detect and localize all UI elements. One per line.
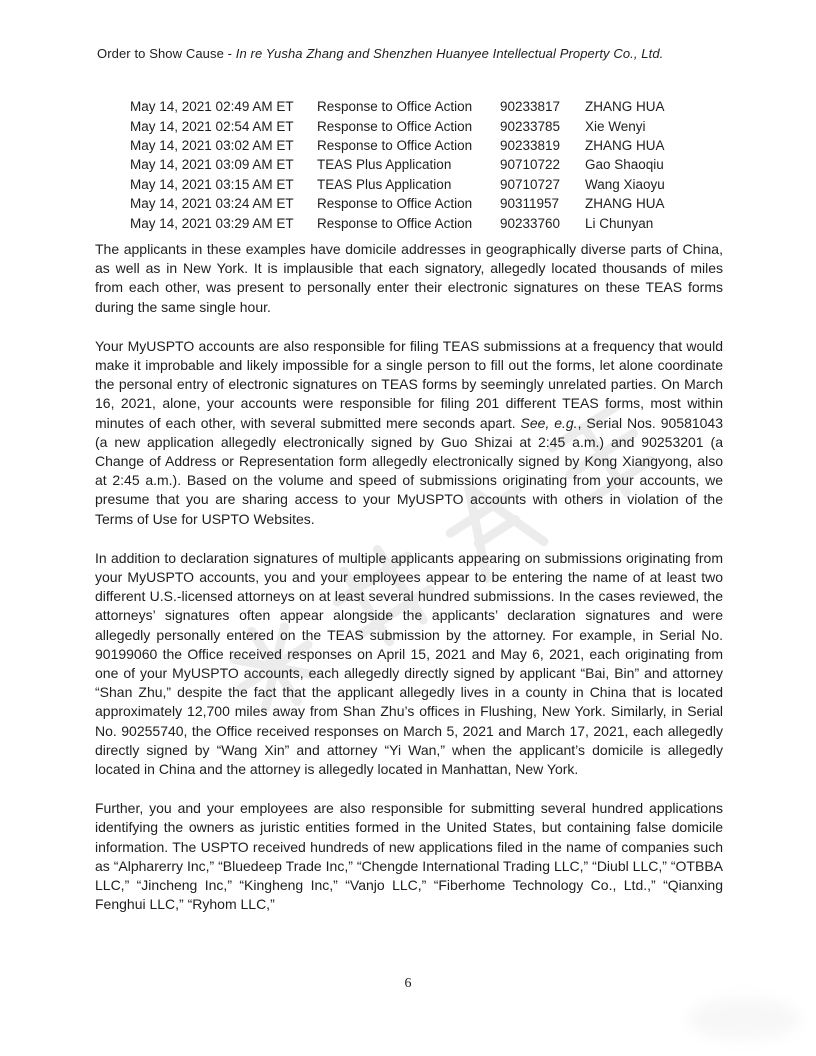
page-number: 6 <box>404 976 412 991</box>
header-caption <box>97 46 663 61</box>
filing-activity-table <box>130 97 730 233</box>
cell-serial-number: 90233785 <box>500 118 561 134</box>
paragraph-domicile-addresses: The applicants in these examples have domicile addresses in geographically diverse parts of China, as well as in New York. It is implausible that each signatory, allegedly located thousands of miles from each other, was present to personally enter their electronic signatures on these TEAS forms during the same single hour. <box>95 241 723 315</box>
table-row <box>130 136 730 155</box>
cell-datetime: May 14, 2021 02:54 AM ET <box>130 118 294 134</box>
cell-datetime: May 14, 2021 03:02 AM ET <box>130 137 294 153</box>
cell-datetime: May 14, 2021 03:29 AM ET <box>130 215 294 231</box>
cell-serial-number: 90233819 <box>500 137 561 153</box>
table-row <box>130 155 730 174</box>
cell-action: Response to Office Action <box>317 215 473 231</box>
cell-datetime: May 14, 2021 02:49 AM ET <box>130 99 294 115</box>
cell-serial-number: 90710722 <box>500 157 561 173</box>
corner-smudge <box>688 998 800 1040</box>
paragraph-filing-frequency-part2: , Serial Nos. 90581043 (a new application allegedly electronically signed by Guo Shizai at 2:45 a.m.) and 90253201 (a Change of Address or Representation form allegedly electronically signed by Kong Xiangyong, also at 2:45 a.m.). Based on the volume and speed of submissions originating from your accounts, we presume that you are sharing access to your MyUSPTO accounts with others in violation of the Terms of Use for USPTO Websites. <box>95 414 723 527</box>
cell-signatory: Gao Shaoqiu <box>585 157 664 173</box>
paragraph-filing-frequency-part1: Your MyUSPTO accounts are also responsible for filing TEAS submissions at a frequency that would make it improbable and likely impossible for a single person to fill out the forms, let alone coordinate the personal entry of electronic signatures on TEAS forms by seemingly unrelated parties. On March 16, 2021, alone, your accounts were responsible for filing 201 different TEAS forms, most within minutes of each other, with several submitted mere seconds apart. <box>95 337 723 431</box>
cell-action: Response to Office Action <box>317 118 473 134</box>
table-row <box>130 175 730 194</box>
paragraph-filing-frequency <box>95 337 723 529</box>
cell-signatory: ZHANG HUA <box>585 99 665 115</box>
table-row <box>130 116 730 135</box>
cell-signatory: Li Chunyan <box>585 215 654 231</box>
cell-action: Response to Office Action <box>317 99 473 115</box>
cell-datetime: May 14, 2021 03:15 AM ET <box>130 176 294 192</box>
cell-datetime: May 14, 2021 03:09 AM ET <box>130 157 294 173</box>
table-row <box>130 213 730 232</box>
header-doc-type: Order to Show Cause - <box>97 46 236 61</box>
table-row <box>130 97 730 116</box>
see-eg-citation: See, e.g. <box>520 414 578 431</box>
cell-action: Response to Office Action <box>317 137 473 153</box>
header-case-title: In re Yusha Zhang and Shenzhen Huanyee Intellectual Property Co., Ltd. <box>235 46 664 61</box>
cell-serial-number: 90710727 <box>500 176 561 192</box>
body-text <box>95 240 723 915</box>
cell-datetime: May 14, 2021 03:24 AM ET <box>130 196 294 212</box>
paragraph-attorney-signatures: In addition to declaration signatures of multiple applicants appearing on submissions originating from your MyUSPTO accounts, you and your employees appear to be entering the name of at least two different U.S.-licensed attorneys on at least several hundred submissions. In the cases reviewed, the attorneys’ signatures often appear alongside the applicants’ declaration signatures and were allegedly personally entered on the TEAS submission by the attorney. For example, in Serial No. 90199060 the Office received responses on April 15, 2021 and May 6, 2021, each originating from one of your MyUSPTO accounts, each allegedly directly signed by applicant “Bai, Bin” and attorney “Shan Zhu,” despite the fact that the applicant allegedly lives in a county in China that is located approximately 12,700 miles away from Shan Zhu’s offices in Flushing, New York. Similarly, in Serial No. 90255740, the Office received responses on March 5, 2021 and March 17, 2021, each allegedly directly signed by “Wang Xin” and attorney “Yi Wan,” when the applicant’s domicile is allegedly located in China and the attorney is allegedly located in Manhattan, New York. <box>95 549 723 778</box>
cell-signatory: ZHANG HUA <box>585 196 665 212</box>
paragraph-juristic-entities: Further, you and your employees are also responsible for submitting several hundred applications identifying the owners as juristic entities formed in the United States, but containing false domicile information. The USPTO received hundreds of new applications filed in the name of companies such as “Alpharerry Inc,” “Bluedeep Trade Inc,” “Chengde International Trading LLC,” “Diubl LLC,” “OTBBA LLC,” “Jincheng Inc,” “Kingheng Inc,” “Vanjo LLC,” “Fiberhome Technology Co., Ltd.,” “Qianxing Fenghui LLC,” “Ryhom LLC,” <box>95 800 723 913</box>
cell-signatory: ZHANG HUA <box>585 137 665 153</box>
cell-signatory: Wang Xiaoyu <box>585 176 665 192</box>
cell-action: TEAS Plus Application <box>317 176 452 192</box>
cell-serial-number: 90233760 <box>500 215 561 231</box>
cell-action: TEAS Plus Application <box>317 157 452 173</box>
cell-action: Response to Office Action <box>317 196 473 212</box>
cell-signatory: Xie Wenyi <box>585 118 646 134</box>
cell-serial-number: 90233817 <box>500 99 561 115</box>
cell-serial-number: 90311957 <box>500 196 560 212</box>
table-row <box>130 194 730 213</box>
